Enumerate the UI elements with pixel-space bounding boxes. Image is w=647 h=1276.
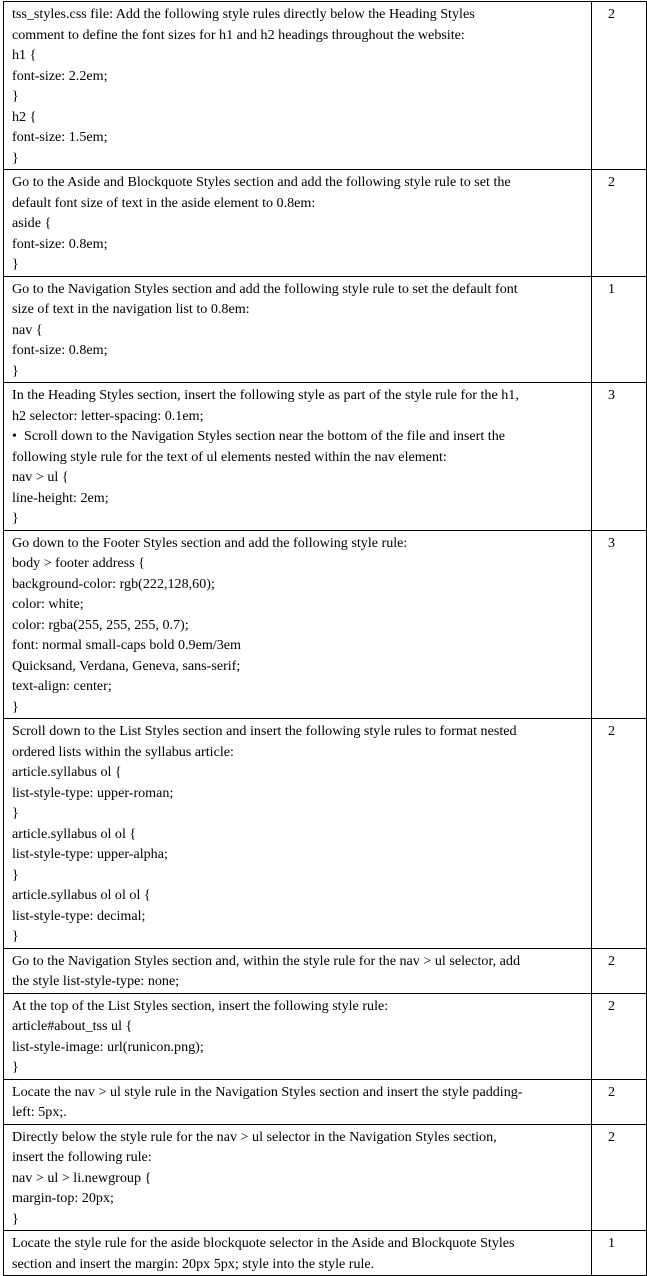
table-row — [4, 2, 647, 170]
instruction-line: Go to the Navigation Styles section and add the following style rule to set the default font — [12, 280, 518, 297]
instruction-line: } — [12, 88, 19, 104]
table-row — [4, 276, 647, 383]
instruction-line: Go to the Navigation Styles section and, within the style rule for the nav > ul selector, add — [12, 952, 520, 969]
instruction-line: In the Heading Styles section, insert the following style as part of the style rule for the h1, — [12, 387, 519, 403]
instruction-cell — [4, 1124, 592, 1231]
points-cell: 2 — [592, 170, 647, 277]
instruction-line: the style list-style-type: none; — [12, 973, 180, 989]
instruction-line: list-style-image: url(runicon.png); — [12, 1038, 204, 1055]
instruction-line: color: white; — [12, 596, 84, 612]
table-row — [4, 1079, 647, 1124]
instruction-line: article.syllabus ol ol ol { — [12, 887, 151, 903]
instruction-line: } — [12, 256, 19, 272]
points-cell: 2 — [592, 719, 647, 949]
instruction-line: ordered lists within the syllabus article: — [12, 743, 234, 760]
points-cell: 2 — [592, 993, 647, 1079]
instruction-line: text-align: center; — [12, 678, 112, 694]
instruction-line: } — [12, 928, 19, 944]
instruction-line: aside { — [12, 215, 52, 231]
instruction-line: } — [12, 362, 19, 379]
instruction-line: nav > ul > li.newgroup { — [12, 1169, 152, 1186]
instruction-line: size of text in the navigation list to 0.8em: — [12, 301, 250, 317]
instruction-line: nav > ul { — [12, 469, 69, 485]
instruction-line: Locate the nav > ul style rule in the Navigation Styles section and insert the style padding- — [12, 1083, 523, 1100]
instruction-line: } — [12, 866, 19, 883]
instruction-cell — [4, 719, 592, 949]
instruction-line: body > footer address { — [12, 555, 145, 571]
table-row — [4, 993, 647, 1079]
points-cell: 2 — [592, 948, 647, 993]
points-cell: 2 — [592, 1124, 647, 1231]
instruction-line: section and insert the margin: 20px 5px; style into the style rule. — [12, 1255, 375, 1272]
instruction-line: Locate the style rule for the aside blockquote selector in the Aside and Blockquote Styles — [12, 1235, 515, 1251]
instruction-line: h1 { — [12, 47, 37, 63]
instruction-cell — [4, 948, 592, 993]
instruction-line: font-size: 1.5em; — [12, 129, 108, 145]
instruction-line: • Scroll down to the Navigation Styles section near the bottom of the file and insert the — [12, 428, 506, 444]
instruction-line: } — [12, 1210, 19, 1227]
points-cell: 3 — [592, 530, 647, 719]
instruction-cell — [4, 530, 592, 719]
instruction-line: list-style-type: decimal; — [12, 907, 146, 924]
table-row — [4, 948, 647, 993]
table-row — [4, 530, 647, 719]
instruction-line: } — [12, 805, 19, 821]
instruction-line: } — [12, 510, 19, 526]
instruction-line: font-size: 2.2em; — [12, 67, 108, 84]
instruction-line: default font size of text in the aside element to 0.8em: — [12, 194, 316, 211]
instruction-line: comment to define the font sizes for h1 and h2 headings throughout the website: — [12, 26, 465, 43]
instruction-line: line-height: 2em; — [12, 489, 109, 506]
instruction-line: following style rule for the text of ul elements nested within the nav element: — [12, 448, 447, 465]
instruction-line: Go down to the Footer Styles section and add the following style rule: — [12, 534, 408, 551]
table-row — [4, 383, 647, 531]
table-row — [4, 1124, 647, 1231]
points-cell: 2 — [592, 2, 647, 170]
table-row — [4, 719, 647, 949]
instruction-line: color: rgba(255, 255, 255, 0.7); — [12, 616, 189, 633]
instruction-line: font-size: 0.8em; — [12, 235, 108, 252]
points-cell: 1 — [592, 276, 647, 383]
instruction-cell — [4, 170, 592, 277]
instructions-table — [3, 1, 647, 1276]
instruction-cell — [4, 276, 592, 383]
instruction-cell — [4, 993, 592, 1079]
instruction-line: font: normal small-caps bold 0.9em/3em — [12, 637, 241, 653]
instruction-line: Directly below the style rule for the nav > ul selector in the Navigation Styles section, — [12, 1128, 497, 1145]
instruction-line: } — [12, 698, 19, 715]
instruction-line: insert the following rule: — [12, 1149, 152, 1165]
instruction-line: nav { — [12, 321, 43, 338]
instruction-line: Quicksand, Verdana, Geneva, sans-serif; — [12, 657, 241, 674]
instruction-line: left: 5px;. — [12, 1104, 67, 1120]
instruction-cell — [4, 1079, 592, 1124]
instruction-line: margin-top: 20px; — [12, 1190, 114, 1206]
instruction-line: font-size: 0.8em; — [12, 342, 108, 358]
instruction-line: h2 selector: letter-spacing: 0.1em; — [12, 407, 204, 424]
points-cell: 3 — [592, 383, 647, 531]
instruction-line: list-style-type: upper-alpha; — [12, 846, 168, 862]
instruction-cell — [4, 383, 592, 531]
points-cell: 1 — [592, 1231, 647, 1276]
instruction-line: } — [12, 1059, 19, 1075]
instruction-line: article#about_tss ul { — [12, 1018, 133, 1034]
instruction-cell — [4, 2, 592, 170]
instruction-line: tss_styles.css file: Add the following style rules directly below the Heading Styles — [12, 6, 475, 22]
instruction-line: article.syllabus ol ol { — [12, 825, 137, 842]
table-row — [4, 170, 647, 277]
instructions-table-body — [4, 2, 647, 1276]
instruction-line: list-style-type: upper-roman; — [12, 784, 174, 801]
instruction-line: Go to the Aside and Blockquote Styles section and add the following style rule to set the — [12, 174, 511, 190]
instruction-cell — [4, 1231, 592, 1276]
instruction-line: } — [12, 149, 19, 166]
instruction-line: Scroll down to the List Styles section and insert the following style rules to format nested — [12, 723, 517, 739]
instruction-line: At the top of the List Styles section, insert the following style rule: — [12, 997, 389, 1014]
points-cell: 2 — [592, 1079, 647, 1124]
instruction-line: h2 { — [12, 108, 37, 125]
table-row — [4, 1231, 647, 1276]
instruction-line: background-color: rgb(222,128,60); — [12, 575, 215, 592]
instruction-line: article.syllabus ol { — [12, 764, 122, 780]
